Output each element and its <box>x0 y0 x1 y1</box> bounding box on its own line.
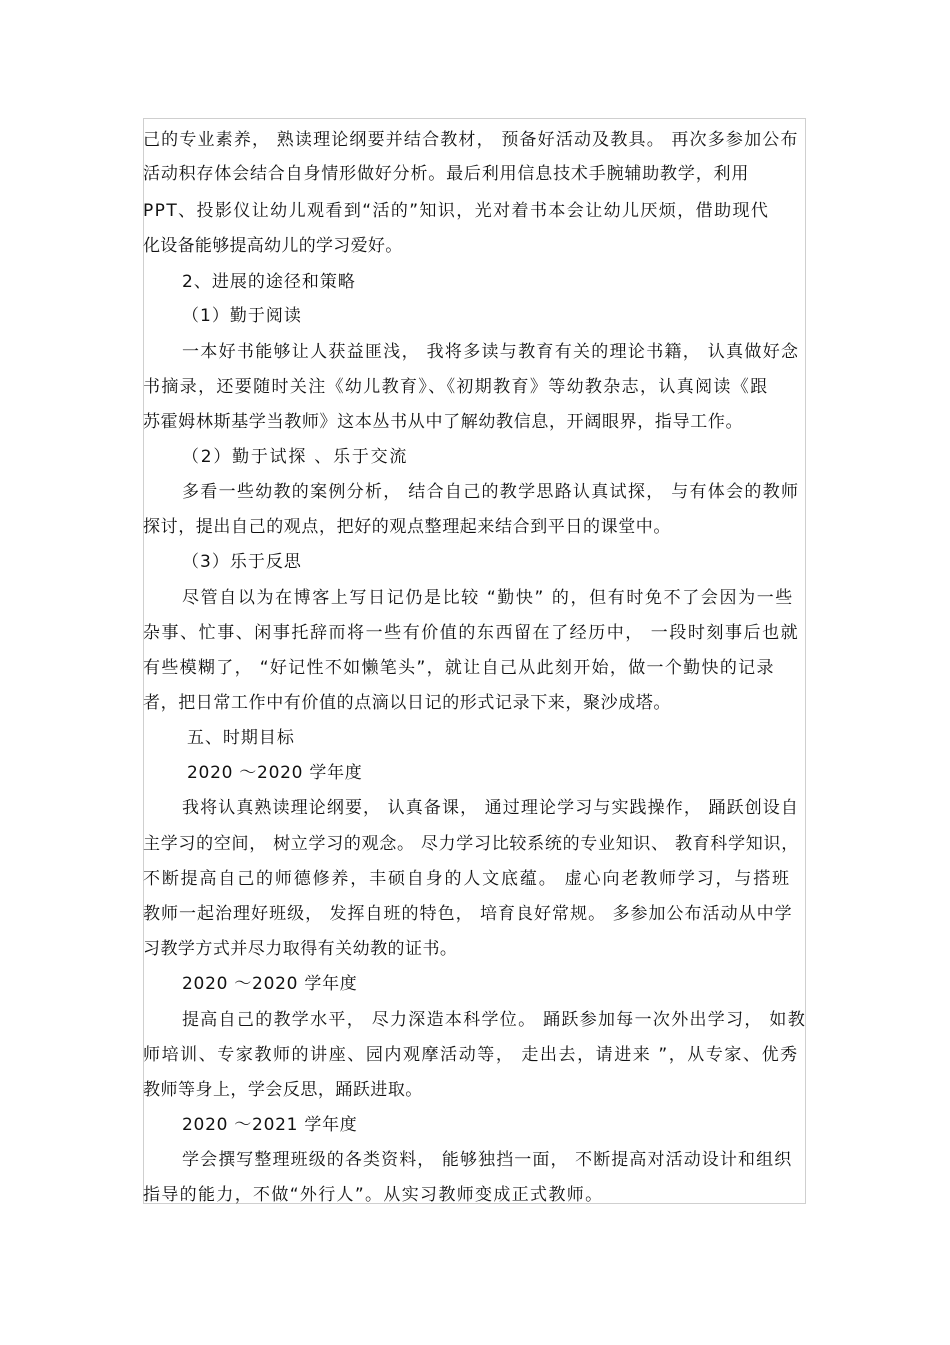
text-line: 书摘录，还要随时关注《幼儿教育》、《初期教育》等幼教杂志，认真阅读《跟 <box>143 377 769 397</box>
subsection-heading: （2）勤于试探 、乐于交流 <box>182 447 409 467</box>
text-line: PPT、投影仪让幼儿观看到“活的”知识，光对着书本会让幼儿厌烦，借助现代 <box>143 201 770 221</box>
text-line: 教师等身上，学会反思，踊跃进取。 <box>143 1080 423 1100</box>
text-line: 提高自己的教学水平， 尽力深造本科学位。 踊跃参加每一次外出学习， 如教 <box>182 1010 807 1030</box>
text-line: 我将认真熟读理论纲要， 认真备课， 通过理论学习与实践操作， 踊跃创设自 <box>182 798 800 818</box>
text-line: 多看一些幼教的案例分析， 结合自己的教学思路认真试探， 与有体会的教师 <box>182 482 800 502</box>
text-line: 探讨，提出自己的观点，把好的观点整理起来结合到平日的课堂中。 <box>143 517 671 537</box>
text-line: 不断提高自己的师德修养，丰硕自身的人文底蕴。 虚心向老教师学习，与搭班 <box>143 869 791 889</box>
section-heading: 五、时期目标 <box>187 728 295 748</box>
text-line: 尽管自以为在博客上写日记仍是比较 “勤快” 的，但有时免不了会因为一些 <box>182 588 794 608</box>
text-line: 一本好书能够让人获益匪浅， 我将多读与教育有关的理论书籍， 认真做好念 <box>182 342 800 362</box>
text-line: 者，把日常工作中有价值的点滴以日记的形式记录下来，聚沙成塔。 <box>143 693 671 713</box>
text-line: 教师一起治理好班级， 发挥自班的特色， 培育良好常规。 多参加公布活动从中学 <box>143 904 793 924</box>
text-line: 指导的能力，不做“外行人”。从实习教师变成正式教师。 <box>143 1185 604 1205</box>
subsection-heading: （3）乐于反思 <box>182 552 302 572</box>
text-line: 有些模糊了， “好记性不如懒笔头”，就让自己从此刻开始，做一个勤快的记录 <box>143 658 775 678</box>
text-line: 化设备能够提高幼儿的学习爱好。 <box>143 236 403 256</box>
section-heading: 2、进展的途径和策略 <box>182 272 356 292</box>
text-line: 主学习的空间， 树立学习的观念。 尽力学习比较系统的专业知识、 教育科学知识， <box>143 834 799 854</box>
text-line: 己的专业素养， 熟读理论纲要并结合教材， 预备好活动及教具。 再次多参加公布 <box>143 130 799 150</box>
text-line: 活动积存体会结合自身情形做好分析。最后利用信息技术手腕辅助教学，利用 <box>143 164 750 184</box>
text-line: 师培训、专家教师的讲座、园内观摩活动等， 走出去，请进来 ”，从专家、优秀 <box>143 1045 799 1065</box>
text-line: 习教学方式并尽力取得有关幼教的证书。 <box>143 939 458 959</box>
year-heading: 2020 ～2021 学年度 <box>182 1115 358 1135</box>
year-heading: 2020 ～2020 学年度 <box>182 974 358 994</box>
subsection-heading: （1）勤于阅读 <box>182 306 302 326</box>
text-line: 杂事、忙事、闲事托辞而将一些有价值的东西留在了经历中， 一段时刻事后也就 <box>143 623 800 643</box>
text-line: 学会撰写整理班级的各类资料， 能够独挡一面， 不断提高对活动设计和组织 <box>182 1150 793 1170</box>
text-line: 苏霍姆林斯基学当教师》这本丛书从中了解幼教信息，开阔眼界，指导工作。 <box>143 412 744 432</box>
year-heading: 2020 ～2020 学年度 <box>187 763 363 783</box>
